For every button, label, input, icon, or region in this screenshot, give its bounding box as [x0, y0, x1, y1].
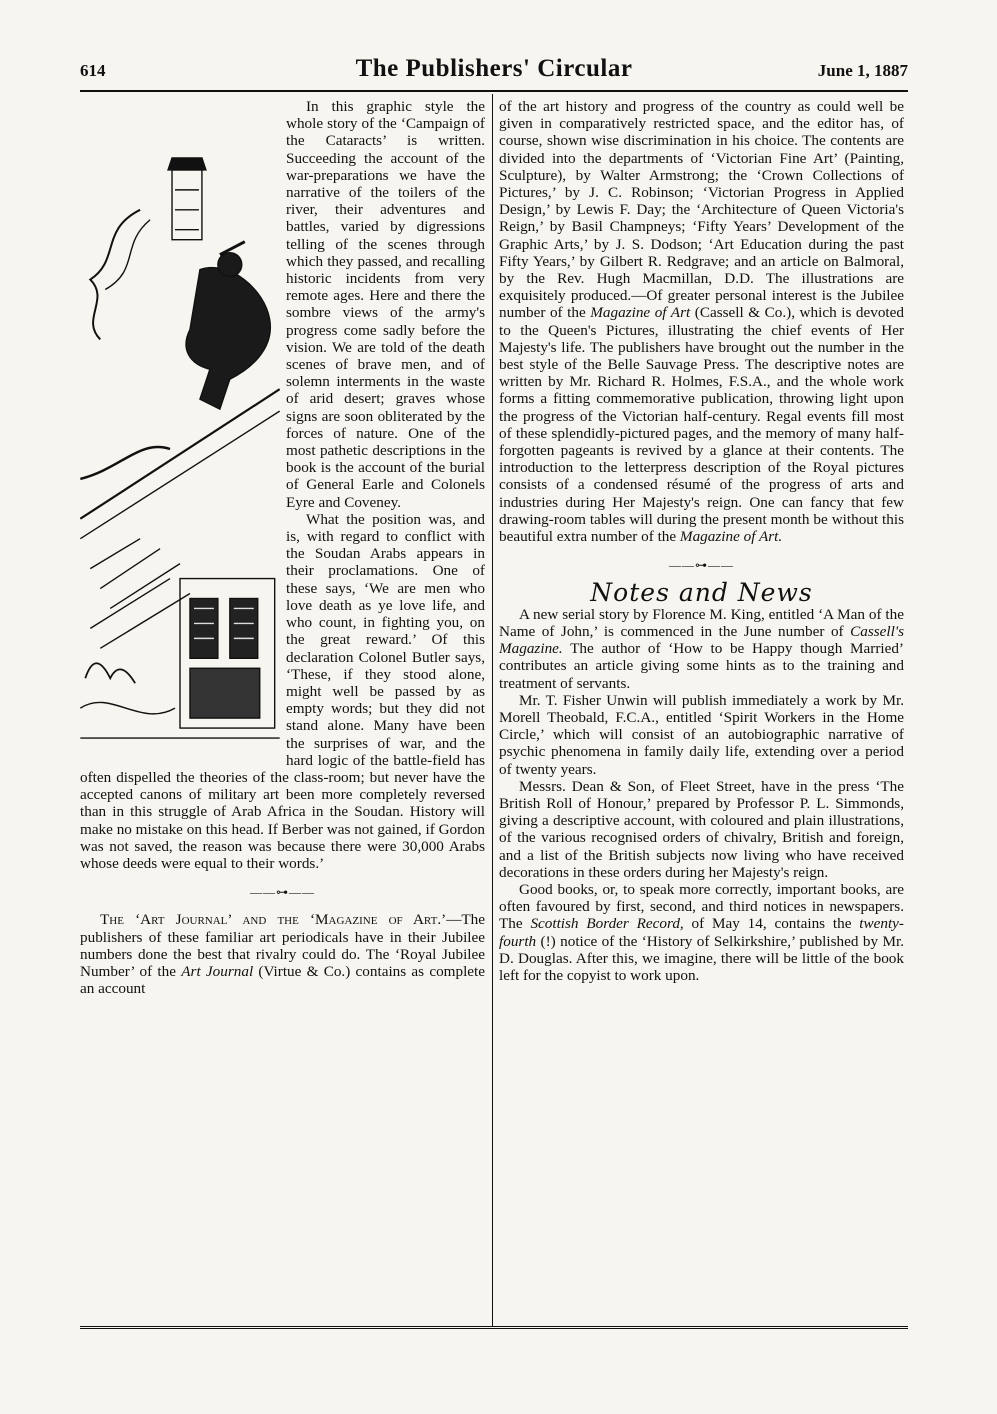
- journal-title: Art Journal: [181, 962, 254, 980]
- issue-date: June 1, 1887: [817, 61, 908, 80]
- left-paragraph-3: The ‘Art Journal’ and the ‘Magazine of Art.’—The publishers of these familiar art periodicals have in their Jubilee numbers done the best that rivalry could do. The ‘Royal Jubilee Number’ of the Art Journal (Virtue & Co.) contains as complete an account: [80, 911, 485, 998]
- news-item-1: A new serial story by Florence M. King, entitled ‘A Man of the Name of John,’ is commenced in the June number of Cassell's Magazine. The author of ‘How to be Happy though Married’ contributes an article giving some hints as to the training and treatment of servants.: [499, 605, 904, 692]
- news-item-3: Messrs. Dean & Son, of Fleet Street, have in the press ‘The British Roll of Honour,’ prepared by Professor P. L. Simmonds, giving a descriptive account, with coloured and plain illustrations, of the various recognised orders of chivalry, British and foreign, and a list of the British subjects now living who have received decorations in these orders during her Majesty's reign.: [499, 777, 904, 881]
- right-paragraph-1: of the art history and progress of the country as could well be given in comparatively restricted space, and the editor has, of course, shown wise discrimination in his choice. The contents are divided into the departments of ‘Victorian Fine Art’ (Painting, Sculpture), by Walter Armstrong; the ‘Crown Collections of Pictures,’ by J. C. Robinson; ‘Victorian Progress in Applied Design,’ by Lewis F. Day; the ‘Architecture of Queen Victoria's Reign,’ by Basil Champneys; ‘Fifty Years’ Development of the Graphic Arts,’ by J. S. Dodson; ‘Art Education during the past Fifty Years,’ by Gilbert R. Redgrave; and an article on Balmoral, by the Rev. Hugh Macmillan, D.D. The illustrations are exquisitely produced.—Of greater personal interest is the Jubilee number of the Magazine of Art (Cassell & Co.), which is devoted to the Queen's Pictures, illustrating the chief events of Her Majesty's life. The publishers have brought out the number in the best style of the Belle Sauvage Press. The descriptive notes are written by Mr. Richard R. Holmes, F.S.A., and the whole work forms a fitting commemorative publication, throwing light upon the progress of the Victorian half-century. Regal events fill most of these splendidly-pictured pages, and the memory of many half-forgotten pageants is revived by a glance at their contents. The introduction to the letterpress description of the Royal pictures consists of a condensed résumé of the progress of arts and industries during Her Majesty's reign. One can fancy that few drawing-room tables will during the present month be without this beautiful extra number of the Magazine of Art.: [499, 98, 904, 546]
- news-item-4: Good books, or, to speak more correctly, important books, are often favoured by first, second, and third notices in newspapers. The Scottish Border Record, of May 14, contains the twenty-fourth (!) notice of the ‘History of Selkirkshire,’ published by Mr. D. Douglas. After this, we imagine, there will be little of the book left for the copyist to work upon.: [499, 880, 904, 984]
- left-column: [80, 98, 485, 997]
- magazine-title-2: Magazine of Art.: [679, 528, 783, 546]
- section-lead-title: The ‘Art Journal’ and the ‘Magazine of Art.’: [100, 911, 447, 929]
- section-separator: ——⊶——: [250, 885, 315, 900]
- left-paragraph-1: In this graphic style the whole story of the ‘Campaign of the Cataracts’ is written. Succeeding the account of the war-preparations we have the narrative of the toilers of the river, their adventures and battles, varied by digressions telling of the scenes through which they passed, and recalling historic incidents from very remote ages. Here and there the sombre views of the army's progress come sadly before the vision. We are told of the death scenes of brave men, and of solemn interments in the waste of arid desert; graves whose signs are soon obliterated by the forces of nature. One of the most pathetic descriptions in the book is the account of the burial of General Earle and Colonels Eyre and Coveney.: [286, 98, 485, 511]
- page-number: 614: [80, 61, 106, 80]
- page-header: [80, 55, 908, 89]
- section-separator-right: ——⊶——: [669, 558, 734, 573]
- illustration-soldier-on-wall: [80, 150, 280, 748]
- section-heading-notes-and-news: Notes and News: [590, 578, 813, 608]
- header-rule: [80, 90, 908, 92]
- footer-rule: [80, 1326, 908, 1331]
- news-item-2: Mr. T. Fisher Unwin will publish immediately a work by Mr. Morell Theobald, F.C.A., entitled ‘Spirit Workers in the Home Circle,’ which will consist of an autobiographic narrative of psychic phenomena in family daily life, extending over a period of twenty years.: [499, 691, 904, 778]
- left-paragraph-2: What the position was, and is, with regard to conflict with the Soudan Arabs appears in their proclamations. One of these says, ‘We are men who love death as ye love life, and who count, in fighting you, on the great reward.’ Of this declaration Colonel Butler says, ‘These, if they stood alone, might well be passed by as empty words; but they did not stand alone. Many have been the surprises of war, and the hard logic of the battle-field has often dispelled the theories of the class-room; but never have the accepted canons of military art been more completely reversed than in this struggle of Arab Africa in the Soudan. History will make no mistake on this head. If Berber was not gained, if Gordon was not saved, the reason was because there were 30,000 Arabs whose deeds were equal to their words.’: [80, 510, 485, 872]
- publication-title: The Publishers' Circular: [355, 55, 633, 82]
- magazine-title: Magazine of Art: [590, 304, 691, 322]
- engraving-illustration: [80, 150, 280, 748]
- column-divider: [492, 94, 493, 1326]
- right-column: [499, 98, 904, 984]
